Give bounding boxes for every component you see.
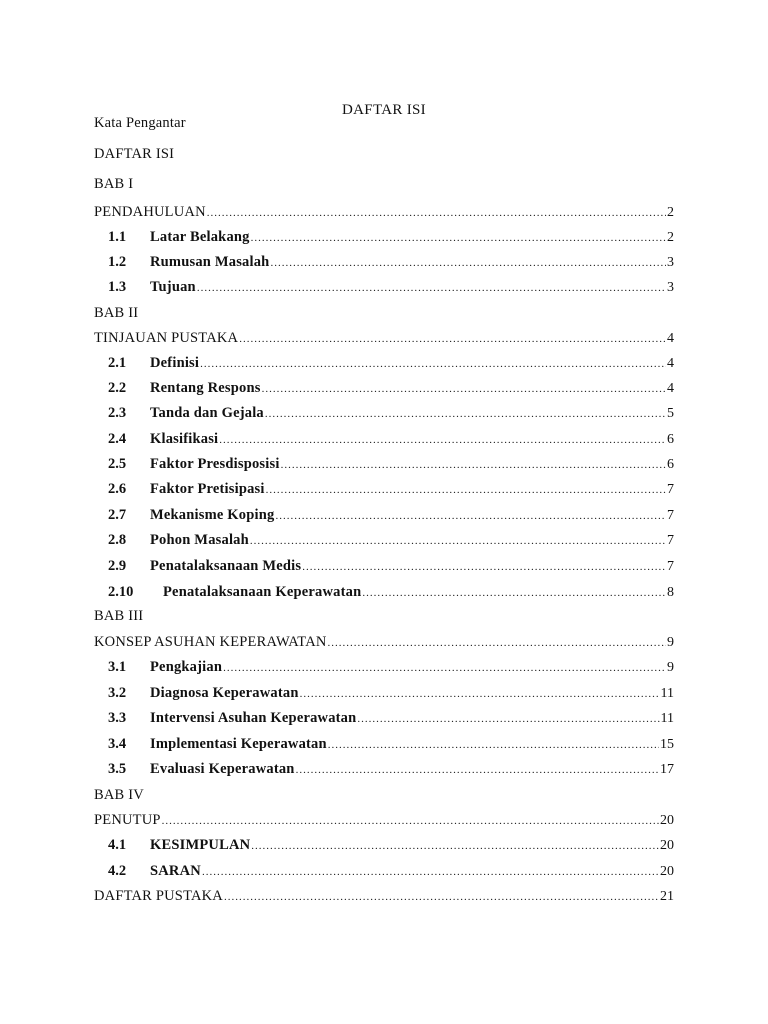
toc-section-number: 2.7 [108, 507, 127, 523]
toc-section-title: SARAN [150, 863, 201, 879]
toc-entry [94, 786, 674, 804]
toc-page-number: 9 [667, 635, 674, 650]
dot-leader [300, 685, 660, 703]
toc-entry [94, 253, 674, 271]
toc-section-title: Rumusan Masalah [150, 254, 270, 270]
toc-entry [94, 506, 674, 524]
dot-leader [270, 254, 666, 272]
toc-chapter-title: PENDAHULUAN [94, 204, 206, 220]
toc-page-number: 15 [660, 737, 674, 752]
toc-section-number: 1.2 [108, 254, 127, 270]
dot-leader [197, 279, 666, 297]
toc-section-title: Implementasi Keperawatan [150, 736, 327, 752]
toc-entry [94, 114, 674, 132]
toc-section-title: Rentang Respons [150, 380, 261, 396]
toc-entry [94, 862, 674, 880]
toc-page-number: 2 [667, 230, 674, 245]
toc-heading: DAFTAR ISI [94, 146, 175, 162]
toc-heading: BAB I [94, 176, 134, 192]
toc-section-number: 4.1 [108, 837, 127, 853]
toc-section-number: 3.3 [108, 710, 127, 726]
toc-entry [94, 455, 674, 473]
toc-section-number: 1.3 [108, 279, 127, 295]
toc-page-number: 5 [667, 406, 674, 421]
toc-section-title: KESIMPULAN [150, 837, 251, 853]
dot-leader [239, 330, 666, 348]
dot-leader [296, 761, 659, 779]
toc-section-title: Penatalaksanaan Medis [150, 558, 302, 574]
toc-heading: Kata Pengantar [94, 115, 186, 131]
toc-section-title: Definisi [150, 355, 200, 371]
toc-section-title: Tujuan [150, 279, 196, 295]
dot-leader [328, 634, 666, 652]
toc-section-number: 4.2 [108, 863, 127, 879]
toc-section-title: Penatalaksanaan Keperawatan [163, 584, 362, 600]
toc-page-number: 7 [667, 508, 674, 523]
toc-chapter-title: TINJAUAN PUSTAKA [94, 330, 239, 346]
toc-entry [94, 836, 674, 854]
dot-leader [223, 659, 666, 677]
toc-section-title: Tanda dan Gejala [150, 405, 264, 421]
toc-entry [94, 735, 674, 753]
dot-leader [162, 812, 659, 830]
toc-chapter-title: PENUTUP [94, 812, 161, 828]
toc-entry [94, 329, 674, 347]
dot-leader [328, 736, 659, 754]
toc-chapter-title: KONSEP ASUHAN KEPERAWATAN [94, 634, 327, 650]
toc-page-number: 4 [667, 356, 674, 371]
toc-section-title: Klasifikasi [150, 431, 219, 447]
toc-section-number: 3.2 [108, 685, 127, 701]
toc-entry [94, 633, 674, 651]
toc-entry [94, 583, 674, 601]
dot-leader [266, 481, 666, 499]
dot-leader [302, 558, 666, 576]
toc-chapter-title: DAFTAR PUSTAKA [94, 888, 223, 904]
dot-leader [202, 863, 659, 881]
toc-section-title: Faktor Presdisposisi [150, 456, 280, 472]
toc-section-title: Evaluasi Keperawatan [150, 761, 295, 777]
toc-heading: BAB III [94, 608, 144, 624]
dot-leader [357, 710, 659, 728]
toc-section-number: 3.5 [108, 761, 127, 777]
toc-section-title: Diagnosa Keperawatan [150, 685, 299, 701]
toc-page-number: 4 [667, 331, 674, 346]
toc-entry [94, 811, 674, 829]
toc-section-title: Pohon Masalah [150, 532, 249, 548]
toc-entry [94, 557, 674, 575]
toc-section-title: Latar Belakang [150, 229, 250, 245]
toc-section-number: 2.3 [108, 405, 127, 421]
toc-section-title: Mekanisme Koping [150, 507, 275, 523]
toc-page-number: 6 [667, 457, 674, 472]
toc-entry [94, 887, 674, 905]
toc-entry [94, 354, 674, 372]
toc-entry [94, 175, 674, 193]
dot-leader [224, 888, 659, 906]
dot-leader [281, 456, 666, 474]
dot-leader [265, 405, 666, 423]
toc-entry [94, 607, 674, 625]
toc-entry [94, 760, 674, 778]
toc-page-number: 20 [660, 864, 674, 879]
toc-page-number: 11 [660, 711, 674, 726]
toc-entry [94, 278, 674, 296]
dot-leader [250, 532, 666, 550]
toc-entry [94, 304, 674, 322]
toc-section-title: Pengkajian [150, 659, 223, 675]
toc-heading: BAB II [94, 305, 139, 321]
toc-page-number: 4 [667, 381, 674, 396]
toc-page-number: 3 [667, 255, 674, 270]
toc-section-number: 2.2 [108, 380, 127, 396]
toc-section-title: Faktor Pretisipasi [150, 481, 265, 497]
toc-page-number: 8 [667, 585, 674, 600]
toc-section-number: 1.1 [108, 229, 127, 245]
dot-leader [251, 837, 659, 855]
toc-section-number: 2.5 [108, 456, 127, 472]
dot-leader [251, 229, 666, 247]
dot-leader [275, 507, 666, 525]
toc-section-number: 2.4 [108, 431, 127, 447]
toc-section-title: Intervensi Asuhan Keperawatan [150, 710, 357, 726]
toc-entry [94, 430, 674, 448]
toc-entry [94, 404, 674, 422]
toc-page-number: 7 [667, 482, 674, 497]
dot-leader [262, 380, 666, 398]
toc-section-number: 3.4 [108, 736, 127, 752]
toc-entry [94, 228, 674, 246]
toc-page-number: 2 [667, 205, 674, 220]
toc-page-number: 6 [667, 432, 674, 447]
toc-page-number: 17 [660, 762, 674, 777]
toc-section-number: 2.9 [108, 558, 127, 574]
page-title: DAFTAR ISI [342, 102, 426, 118]
dot-leader [362, 584, 666, 602]
toc-entry [94, 203, 674, 221]
toc-entry [94, 145, 674, 163]
toc-entry [94, 709, 674, 727]
toc-page-number: 3 [667, 280, 674, 295]
toc-page-number: 9 [667, 660, 674, 675]
toc-page-number: 20 [660, 838, 674, 853]
dot-leader [200, 355, 666, 373]
toc-section-number: 2.10 [108, 584, 134, 600]
toc-section-number: 2.8 [108, 532, 127, 548]
toc-entry [94, 379, 674, 397]
toc-section-number: 2.6 [108, 481, 127, 497]
dot-leader [219, 431, 666, 449]
toc-page-number: 7 [667, 533, 674, 548]
toc-entry [94, 684, 674, 702]
toc-entry [94, 658, 674, 676]
toc-entry [94, 480, 674, 498]
toc-page-number: 7 [667, 559, 674, 574]
toc-section-number: 2.1 [108, 355, 127, 371]
toc-heading: BAB IV [94, 787, 144, 803]
toc-entry [94, 531, 674, 549]
toc-page-number: 20 [660, 813, 674, 828]
toc-section-number: 3.1 [108, 659, 127, 675]
toc-page-number: 11 [660, 686, 674, 701]
dot-leader [207, 204, 666, 222]
toc-page-number: 21 [660, 889, 674, 904]
